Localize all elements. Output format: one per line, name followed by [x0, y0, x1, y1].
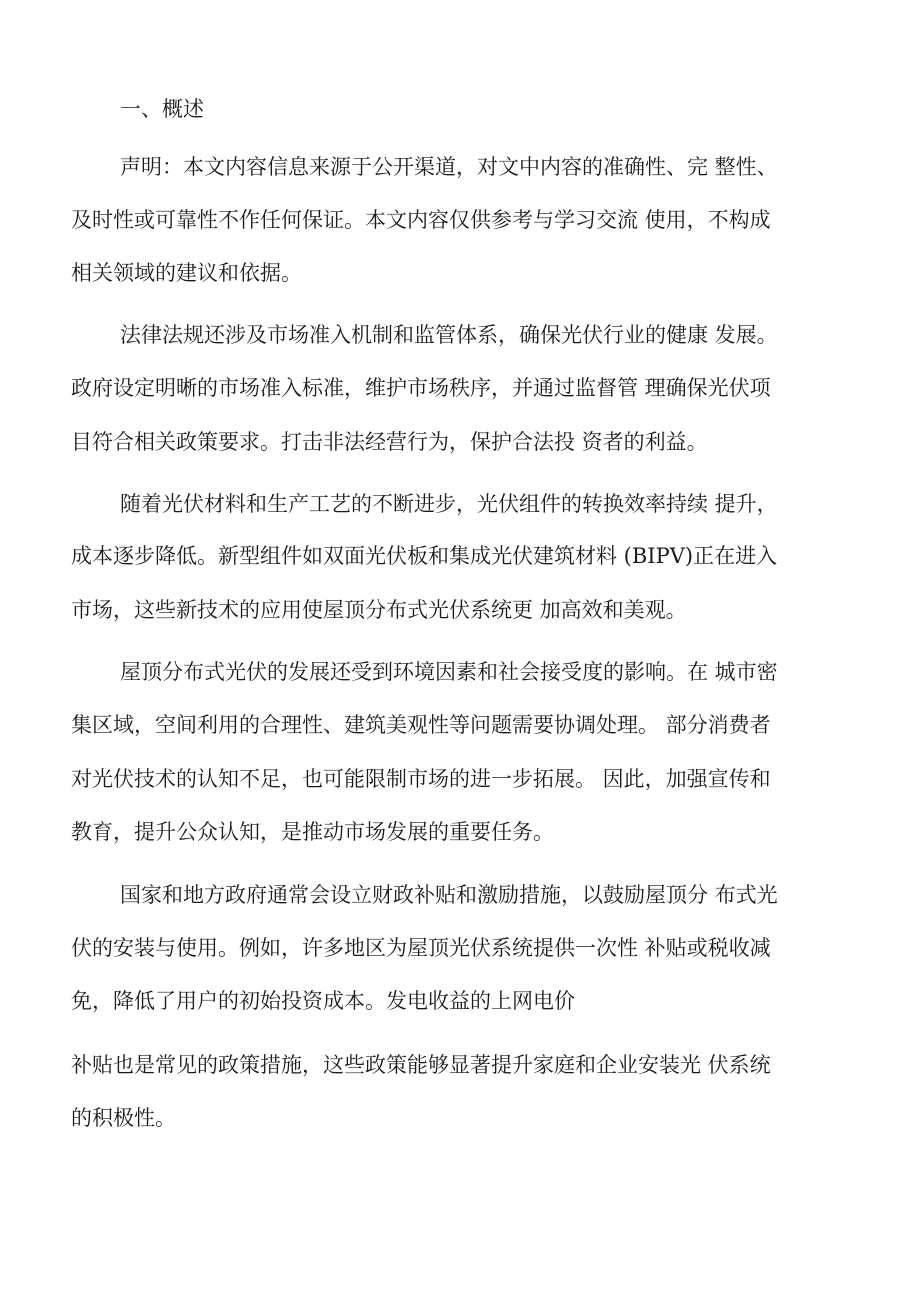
paragraph-line: 对光伏技术的认知不足，也可能限制市场的进一步拓展。 因此，加强宣传和 — [71, 767, 771, 791]
paragraph-line: 声明：本文内容信息来源于公开渠道，对文中内容的准确性、完 整性、 — [120, 155, 778, 179]
paragraph-line: 相关领域的建议和依据。 — [71, 261, 302, 285]
paragraph-line: 随着光伏材料和生产工艺的不断进步，光伏组件的转换效率持续 提升， — [120, 492, 778, 516]
paragraph-line: 屋顶分布式光伏的发展还受到环境因素和社会接受度的影响。在 城市密 — [120, 660, 778, 684]
section-heading: 一、概述 — [120, 97, 204, 121]
paragraph-line: 成本逐步降低。新型组件如双面光伏板和集成光伏建筑材料 (BIPV)正在进入 — [71, 544, 778, 568]
paragraph-line: 市场，这些新技术的应用使屋顶分布式光伏系统更 加高效和美观。 — [71, 598, 687, 622]
paragraph-line: 伏的安装与使用。例如，许多地区为屋顶光伏系统提供一次性 补贴或税收减 — [71, 936, 771, 960]
paragraph-line: 集区域，空间利用的合理性、建筑美观性等问题需要协调处理。 部分消费者 — [71, 713, 771, 737]
paragraph-line: 国家和地方政府通常会设立财政补贴和激励措施，以鼓励屋顶分 布式光 — [120, 883, 778, 907]
paragraph-line: 目符合相关政策要求。打击非法经营行为，保护合法投 资者的利益。 — [71, 430, 708, 454]
paragraph-line: 免，降低了用户的初始投资成本。发电收益的上网电价 — [71, 989, 575, 1013]
paragraph-line: 的积极性。 — [71, 1106, 176, 1130]
paragraph-line: 教育，提升公众认知，是推动市场发展的重要任务。 — [71, 820, 554, 844]
paragraph-line: 政府设定明晰的市场准入标准，维护市场秩序，并通过监督管 理确保光伏项 — [71, 376, 771, 400]
paragraph-line: 及时性或可靠性不作任何保证。本文内容仅供参考与学习交流 使用，不构成 — [71, 208, 771, 232]
paragraph-line: 法律法规还涉及市场准入机制和监管体系，确保光伏行业的健康 发展。 — [120, 323, 778, 347]
paragraph-line: 补贴也是常见的政策措施，这些政策能够显著提升家庭和企业安装光 伏系统 — [71, 1053, 771, 1077]
